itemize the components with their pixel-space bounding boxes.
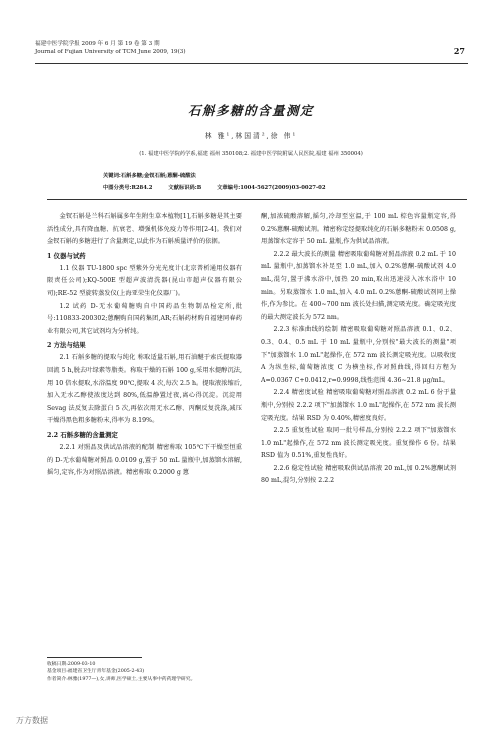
clc-number: 中图分类号:R284.2 xyxy=(103,185,153,191)
authors: 林 雅¹,林国清²,徐 伟¹ xyxy=(204,132,298,140)
paragraph: 2.2.1 对照品及供试品溶液的配制 精密称取 105℃下干燥至恒重的 D-无水葡萄糖对照品 0.0109 g,置于 50 mL 量瓶中,加蒸馏水溶解,摇匀,定容,作为对照品溶液。精密称取 0.2000 g 蒽 xyxy=(47,443,242,477)
keywords: 关键词:石斛多糖;金钗石斛;蒽酮-硫酸法 xyxy=(103,173,196,179)
paragraph: 2.2.4 精密度试验 精密吸取葡萄糖对照品溶液 0.2 mL 6 份于量瓶中,分别按 2.2.2 项下"加蒸馏水 1.0 mL"起操作,在 572 nm 波长测定吸光度。结果 RSD 为 0.40%,精密度良好。 xyxy=(261,389,456,422)
paragraph: 2.1 石斛多糖的提取与纯化 称取适量石斛,用石油醚于索氏提取器回流 5 h,脱去叶绿素等脂类。称取干燥的石斛 100 g,采用水提醇沉法,用 10 倍水提取,水浴温度 90℃,提取 4 次,每次 2.5 h。提取液浓缩后,加入无水乙醇使浓度达到 80%,低温静置过夜,离心得沉淀。沉淀用 Sevag 法反复去除蛋白 5 次,再依次用无水乙醇、丙酮反复洗涤,减压干燥得黑色粗多糖粉末,得率为 8.19%。 xyxy=(47,354,242,425)
section-heading: 2 方法与结果 xyxy=(47,341,86,350)
page-number: 27 xyxy=(453,46,465,56)
footnote: 收稿日期:2009-03-10 xyxy=(47,662,96,667)
paragraph: 2.2.3 标准曲线的绘制 精密吸取葡萄糖对照品溶液 0.1、0.2、0.3、0.4、0.5 mL 于 10 mL 量瓶中,分别按"最大波长的测量"项下"加蒸馏水 1.0 mL"起操作,在 572 nm 波长测定吸光度。以吸收度 A 为纵坐标,葡萄糖浓度 C 为横坐标,作对照曲线,得回归方程为 A=0.0367 C+0.0412,r=0.9998,线性范围 4.36~21.8 μg/mL。 xyxy=(261,326,456,384)
article-title: 石斛多糖的含量测定 xyxy=(187,103,314,118)
abstract-rule xyxy=(47,199,467,200)
journal-line-en: Journal of Fujian University of TCM June 2009, 19(3) xyxy=(35,49,186,55)
left-column xyxy=(47,211,242,480)
affiliation: (1. 福建中医学院药学系,福建 福州 350108;2. 福建中医学院附属人民医院,福建 福州 350004) xyxy=(139,151,363,157)
article-id: 文章编号:1004-5627(2009)03-0027-02 xyxy=(217,185,326,191)
right-column xyxy=(261,211,456,488)
header-rule xyxy=(35,63,468,64)
paragraph: 酮,加浓硫酸溶解,摇匀,冷却至室温,于 100 mL 棕色容量瓶定容,得 0.2%蒽酮-硫酸试剂。精密称定经提取纯化的石斛多糖粉末 0.0508 g,用蒸馏水定容于 50 mL 量瓶,作为供试品溶液。 xyxy=(261,213,456,246)
paragraph: 1.1 仪器 TU-1800 spc 型紫外分光光度计(北京普析通用仪器有限责任公司);KQ-500E 型超声波清洗器(昆山市超声仪器有限公司);RE-52 型旋转蒸发仪(上海亚荣生化仪器厂)。 xyxy=(47,264,242,297)
paragraph: 2.2.6 稳定性试验 精密吸取供试品溶液 20 mL,加 0.2%蒽酮试剂 80 mL,混匀,分别按 2.2.2 xyxy=(261,464,456,485)
paragraph: 2.2.2 最大波长的测量 精密吸取葡萄糖对照品溶液 0.2 mL 于 10 mL 量瓶中,加蒸馏水补足至 1.0 mL,加入 0.2%蒽酮-硫酸试剂 4.0 mL,混匀,置于沸水浴中,加热 20 min,取出迅速浸入冰水浴中 10 min。另取蒸馏水 1.0 mL,加入 4.0 mL 0.2%蒽酮-硫酸试剂同上操作,作为参比。在 400~700 nm 波长处扫描,测定吸光度。确定吸光度的最大测定波长为 572 nm。 xyxy=(261,250,456,321)
section-heading: 2.2 石斛多糖的含量测定 xyxy=(47,430,118,439)
running-header xyxy=(35,40,465,56)
footnote: 作者简介:林雅(1977—),女,讲师,医学硕士,主要从事中药药理学研究。 xyxy=(47,676,196,682)
journal-line-cn: 福建中医学院学报 2009 年 6 月 第 19 卷 第 3 期 xyxy=(35,41,160,47)
paragraph: 1.2 试药 D-无水葡萄糖购自中国药品生物制品检定所,批号:110833-200302;蒽酮购自国药集团,AR;石斛药材购自福建同春药业有限公司,其它试剂均为分析纯。 xyxy=(47,302,242,335)
classification-line xyxy=(103,183,340,191)
footnote: 基金项目:福建省卫生厅青年基金(2005-2-43) xyxy=(47,669,145,675)
paragraph: 金钗石斛是兰科石斛属多年生附生草本植物[1],石斛多糖是其主要活性成分,具有降血糖、抗衰老、增强机体免疫力等作用[2-4]。我们对金钗石斛的多糖进行了含量测定,以此作为石斛质量评价的依据。 xyxy=(47,213,242,246)
paragraph: 2.2.5 重复性试验 取同一批号样品,分别按 2.2.2 项下"加蒸馏水 1.0 mL"起操作,在 572 nm 波长测定吸光度。重复操作 6 份。结果 RSD 值为 0.51%,重复性良好。 xyxy=(261,427,456,460)
footnotes xyxy=(47,661,467,683)
document-code: 文献标识码:B xyxy=(168,185,202,191)
footnote-rule xyxy=(47,657,142,658)
section-heading: 1 仪器与试药 xyxy=(47,251,86,260)
watermark: 万方数据 xyxy=(16,716,48,725)
